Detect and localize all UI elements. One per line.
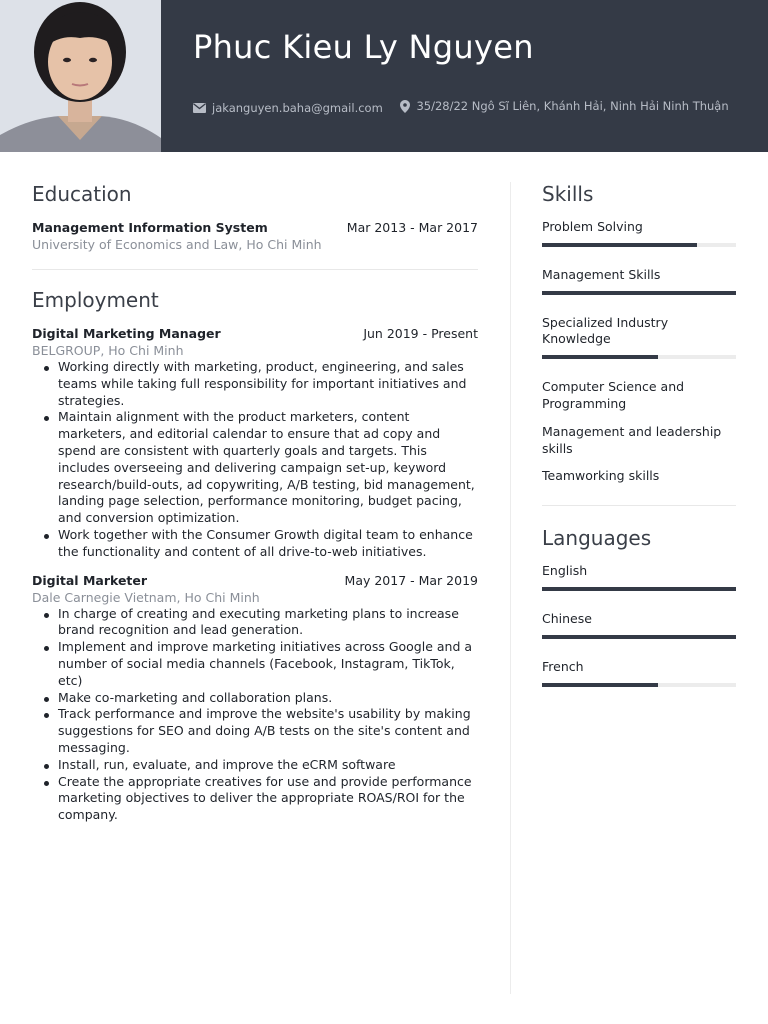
envelope-icon bbox=[193, 103, 206, 113]
list-item: Implement and improve marketing initiatives across Google and a number of social media channels (Facebook, Instagram, TikTok, etc) bbox=[58, 639, 478, 689]
column-divider bbox=[510, 182, 511, 994]
language-bar bbox=[542, 635, 736, 639]
skill-item bbox=[542, 267, 736, 295]
languages-title: Languages bbox=[542, 526, 652, 551]
list-item: Create the appropriate creatives for use and provide performance marketing objectives to deliver the appropriate ROAS/ROI for the company. bbox=[58, 774, 478, 824]
skill-item bbox=[542, 315, 736, 360]
list-item: Work together with the Consumer Growth digital team to enhance the functionality and content of all drive-to-web initiatives. bbox=[58, 527, 478, 561]
language-name: French bbox=[542, 658, 584, 674]
language-name: English bbox=[542, 563, 588, 579]
job-entry bbox=[32, 572, 478, 824]
skill-name: Computer Science and Programming bbox=[542, 379, 685, 411]
skill-bar bbox=[542, 291, 736, 295]
skill-bar-fill bbox=[542, 291, 736, 295]
job-entry bbox=[32, 325, 478, 561]
language-bar bbox=[542, 587, 736, 591]
job-dates: Jun 2019 - Present bbox=[363, 326, 478, 341]
job-company: Dale Carnegie Vietnam, Ho Chi Minh bbox=[32, 589, 260, 605]
language-bar-fill bbox=[542, 683, 658, 687]
language-bar-fill bbox=[542, 635, 736, 639]
job-bullets bbox=[32, 606, 478, 824]
job-role: Digital Marketing Manager bbox=[32, 326, 221, 341]
skill-name: Problem Solving bbox=[542, 219, 643, 234]
language-bar-fill bbox=[542, 587, 736, 591]
address-text: 35/28/22 Ngô Sĩ Liên, Khánh Hải, Ninh Hải Ninh Thuận bbox=[416, 99, 729, 113]
list-item: Make co-marketing and collaboration plans. bbox=[58, 690, 478, 707]
job-dates: May 2017 - Mar 2019 bbox=[344, 572, 478, 588]
skill-name: Specialized Industry Knowledge bbox=[542, 314, 669, 347]
section-divider bbox=[32, 269, 478, 270]
skill-name: Management and leadership skills bbox=[542, 423, 722, 456]
contact-info bbox=[193, 99, 743, 115]
skill-item bbox=[542, 468, 736, 485]
skill-bar-fill bbox=[542, 355, 658, 359]
education-title: Education bbox=[32, 182, 132, 206]
language-item bbox=[542, 563, 736, 591]
job-role: Digital Marketer bbox=[32, 572, 148, 588]
map-pin-icon bbox=[400, 100, 410, 113]
skill-bar bbox=[542, 355, 736, 359]
sidebar-column bbox=[542, 182, 736, 687]
resume-header bbox=[0, 0, 768, 152]
skill-item bbox=[542, 424, 736, 458]
skill-name: Teamworking skills bbox=[542, 468, 660, 484]
skills-title: Skills bbox=[542, 182, 594, 206]
skill-bar-fill bbox=[542, 243, 697, 247]
skill-bar bbox=[542, 243, 736, 247]
candidate-name: Phuc Kieu Ly Nguyen bbox=[193, 28, 534, 66]
email-contact[interactable] bbox=[193, 101, 383, 115]
address-contact bbox=[400, 99, 728, 113]
skill-item bbox=[542, 219, 736, 247]
education-entry bbox=[32, 219, 478, 253]
education-dates: Mar 2013 - Mar 2017 bbox=[346, 220, 478, 235]
section-divider bbox=[542, 505, 736, 506]
job-company: BELGROUP, Ho Chi Minh bbox=[32, 343, 184, 358]
profile-photo bbox=[0, 0, 161, 152]
skill-name: Management Skills bbox=[542, 266, 661, 282]
employment-title: Employment bbox=[32, 288, 159, 312]
language-item bbox=[542, 659, 736, 687]
list-item: Working directly with marketing, product, engineering, and sales teams while taking full responsibility for important initiatives and strategies. bbox=[58, 359, 478, 409]
school-name: University of Economics and Law, Ho Chi Minh bbox=[32, 237, 322, 252]
list-item: In charge of creating and executing marketing plans to increase brand recognition and lead generation. bbox=[58, 606, 478, 640]
job-bullets bbox=[32, 359, 478, 561]
language-bar bbox=[542, 683, 736, 687]
list-item: Install, run, evaluate, and improve the eCRM software bbox=[58, 757, 478, 774]
main-column bbox=[32, 182, 478, 824]
degree-name: Management Information System bbox=[32, 220, 268, 235]
skill-item bbox=[542, 379, 736, 413]
list-item: Track performance and improve the website's usability by making suggestions for SEO and doing A/B tests on the site's content and messaging. bbox=[58, 706, 478, 756]
language-item bbox=[542, 611, 736, 639]
language-name: Chinese bbox=[542, 610, 592, 626]
email-text: jakanguyen.baha@gmail.com bbox=[212, 100, 383, 115]
list-item: Maintain alignment with the product marketers, content marketers, and editorial calendar to ensure that ad copy and spend are consistent with quarterly goals and targets. This includes overseeing and delivering campaign set-up, keyword research/build-outs, ad copywriting, A/B testing, bid management, landing page selection, performance monitoring, budget pacing, and conversion optimization. bbox=[58, 409, 478, 527]
